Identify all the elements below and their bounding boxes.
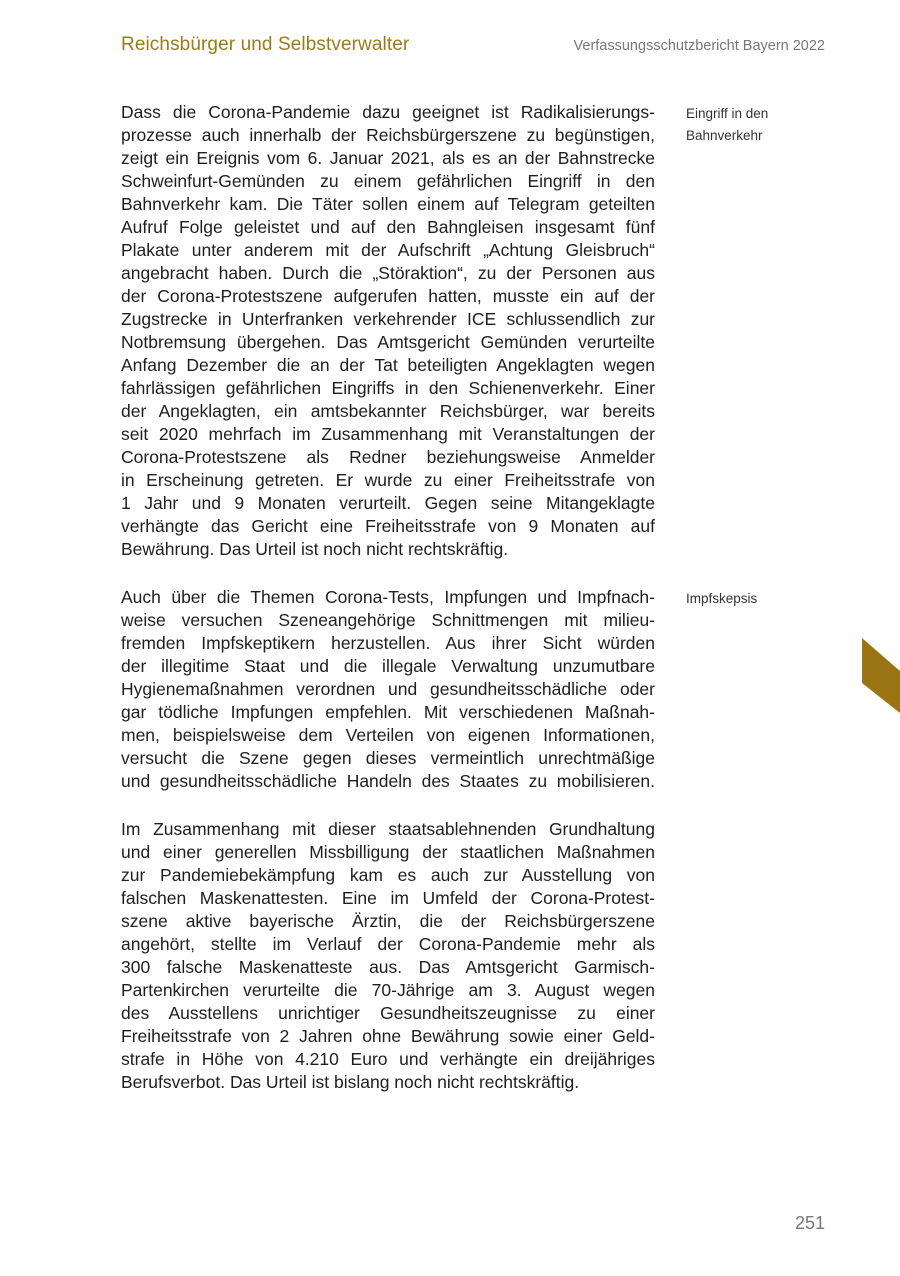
text-line: des Ausstellens unrichtiger Gesundheitszeugnisse zu einer [121,1003,655,1023]
text-line: und gesundheitsschädliche Handeln des Staates zu mobilisieren. [121,771,655,791]
text-line: der illegitime Staat und die illegale Verwaltung unzumutbare [121,656,655,676]
running-header-report-title: Verfassungsschutzbericht Bayern 2022 [573,38,825,54]
text-line: strafe in Höhe von 4.210 Euro und verhängte ein dreijähriges [121,1049,655,1069]
body-paragraph-3 [121,818,655,1094]
text-line: Plakate unter anderem mit der Aufschrift „Achtung Gleisbruch“ [121,240,655,260]
text-line: und einer generellen Missbilligung der staatlichen Maßnahmen [121,842,655,862]
text-line: angebracht haben. Durch die „Störaktion“, zu der Personen aus [121,263,655,283]
text-line: seit 2020 mehrfach im Zusammenhang mit Veranstaltungen der [121,424,655,444]
text-line: men, beispielsweise dem Verteilen von eigenen Informationen, [121,725,655,745]
chapter-tab-shape [862,638,900,713]
text-line: Notbremsung übergehen. Das Amtsgericht Gemünden verurteilte [121,332,655,352]
text-line: weise versuchen Szeneangehörige Schnittmengen mit milieu- [121,610,655,630]
text-line: 300 falsche Maskenatteste aus. Das Amtsgericht Garmisch- [121,957,655,977]
margin-note-line: Impfskepsis [686,591,758,606]
text-line: gar tödliche Impfungen empfehlen. Mit verschiedenen Maßnah- [121,702,655,722]
text-line: zeigt ein Ereignis vom 6. Januar 2021, als es an der Bahnstrecke [121,148,655,168]
text-line: fahrlässigen gefährlichen Eingriffs in den Schienenverkehr. Einer [121,378,655,398]
text-line: in Erscheinung getreten. Er wurde zu einer Freiheitsstrafe von [121,470,655,490]
text-line: der Corona-Protestszene aufgerufen hatten, musste ein auf der [121,286,655,306]
text-line: Dass die Corona-Pandemie dazu geeignet ist Radikalisierungs- [121,102,655,122]
text-line: versucht die Szene gegen dieses vermeintlich unrechtmäßige [121,748,655,768]
text-line: zur Pandemiebekämpfung kam es auch zur Ausstellung von [121,865,655,885]
text-line: fremden Impfskeptikern herzustellen. Aus ihrer Sicht würden [121,633,655,653]
text-line: Corona-Protestszene als Redner beziehungsweise Anmelder [121,447,655,467]
text-line: Schweinfurt-Gemünden zu einem gefährlichen Eingriff in den [121,171,655,191]
text-line: 1 Jahr und 9 Monaten verurteilt. Gegen seine Mitangeklagte [121,493,655,513]
text-line: Im Zusammenhang mit dieser staatsablehnenden Grundhaltung [121,819,655,839]
text-line: Partenkirchen verurteilte die 70-Jährige am 3. August wegen [121,980,655,1000]
margin-note-bahnverkehr [686,103,826,147]
text-line: Freiheitsstrafe von 2 Jahren ohne Bewährung sowie einer Geld- [121,1026,655,1046]
text-line: Aufruf Folge geleistet und auf den Bahngleisen insgesamt fünf [121,217,655,237]
text-line: Zugstrecke in Unterfranken verkehrender ICE schlussendlich zur [121,309,655,329]
running-header-section-title: Reichsbürger und Selbstverwalter [121,34,410,55]
text-line: szene aktive bayerische Ärztin, die der Reichsbürgerszene [121,911,655,931]
text-line: falschen Maskenattesten. Eine im Umfeld der Corona-Protest- [121,888,655,908]
margin-note-line: Bahnverkehr [686,128,763,143]
text-line: Anfang Dezember die an der Tat beteiligten Angeklagten wegen [121,355,655,375]
text-line: verhängte das Gericht eine Freiheitsstrafe von 9 Monaten auf [121,516,655,536]
text-line: Hygienemaßnahmen verordnen und gesundheitsschädliche oder [121,679,655,699]
margin-note-line: Eingriff in den [686,106,769,121]
page-number: 251 [794,1213,825,1233]
text-line: angehört, stellte im Verlauf der Corona-Pandemie mehr als [121,934,655,954]
text-line: der Angeklagten, ein amtsbekannter Reichsbürger, war bereits [121,401,655,421]
text-line: Auch über die Themen Corona-Tests, Impfungen und Impfnach- [121,587,655,607]
chapter-tab-marker [862,638,900,713]
text-line: Bewährung. Das Urteil ist noch nicht rechtskräftig. [121,539,509,559]
text-line: Berufsverbot. Das Urteil ist bislang noch nicht rechtskräftig. [121,1072,580,1092]
text-line: prozesse auch innerhalb der Reichsbürgerszene zu begünstigen, [121,125,655,145]
body-paragraph-2 [121,586,655,793]
margin-note-impfskepsis [686,588,826,610]
text-line: Bahnverkehr kam. Die Täter sollen einem auf Telegram geteilten [121,194,655,214]
body-paragraph-1 [121,101,655,561]
